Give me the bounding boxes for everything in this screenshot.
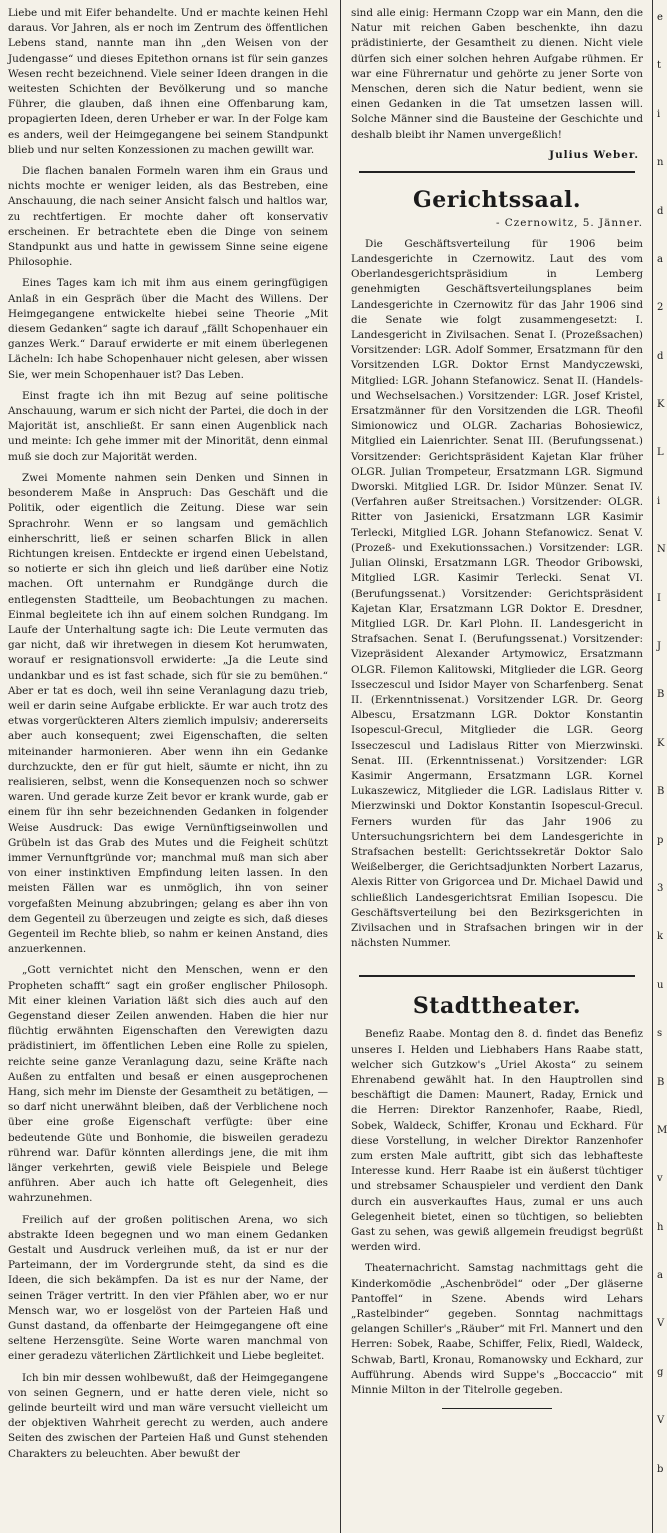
edge-letter: L xyxy=(657,447,664,459)
end-divider xyxy=(442,1408,552,1409)
article-paragraph: „Gott vernichtet nicht den Menschen, wenn er den Propheten schafft“ sagt ein großer englischer Philosoph. Mit einer kleinen Variation läßt sich dies auch auf den Gegenstand dieser Zeilen anwenden. Haben die hier nur flüchtig erwähnten Eigenschaften den Verewigten dazu prädistiniert, im öffentlichen Leben eine Rolle zu spielen, reichte seine ganze Veranlagung dazu, seine Kräfte nach Außen zu entfalten und besaß er einen ausgeprochenen Hang, sich mehr im Dienste der Gesamtheit zu betätigen, — so darf nicht unerwähnt bleiben, daß der Verblichene noch über eine große Eigenschaft verfügte: über eine bedeutende Güte und Bonhomie, die bisweilen geradezu rührend war. Dafür könnten allerdings jene, die mit ihm länger verkehrten, gewiß viele Beispiele und Belege anführen. Aber auch ich hatte oft Gelegenheit, dies wahrzunehmen. xyxy=(8,964,328,1205)
edge-letter: I xyxy=(657,592,661,604)
edge-letter: g xyxy=(657,1366,664,1378)
column-rule-right xyxy=(652,0,653,1533)
edge-letter: k xyxy=(657,931,664,943)
edge-letter: s xyxy=(657,1028,663,1040)
edge-letter: v xyxy=(657,1173,663,1185)
court-report-paragraph: Die Geschäftsverteilung für 1906 beim Landesgerichte in Czernowitz. Laut des vom Oberlandesgerichtspräsidium in Lemberg genehmigten Geschäftsverteilungsplanes beim Landesgerichte in Czernowitz für das Jahr 1906 sind die Senate wie folgt zusammengesetzt: I. Landesgericht in Zivilsachen. Senat I. (Prozeßsachen) Vorsitzender: LGR. Adolf Sommer, Ersatzmann für den Vorsitzenden LGR. Doktor Ernst Mandyczewski, Mitglied: LGR. Johann Stefanowicz. Senat II. (Handels- und Wechselsachen.) Vorsitzender: LGR. Josef Kristel, Ersatzmänner für den Vorsitzenden die LGR. Theofil Simionowicz und OLGR. Zacharias Bohosiewicz, Mitglied ein Laienrichter. Senat III. (Berufungssenat.) Vorsitzender: Gerichtspräsident Kajetan Klar früher OLGR. Julian Trompeteur, Ersatzmann LGR. Sigmund Dworski. Mitglied LGR. Dr. Isidor Münzer. Senat IV. (Verfahren außer Streitsachen.) Vorsitzender: OLGR. Ritter von Jasienicki, Ersatzmann LGR Kasimir Terlecki, Mitglied LGR. Johann Stefanowicz. Senat V. (Prozeß- und Exekutionssachen.) Vorsitzender: LGR. Julian Olinski, Ersatzmann LGR. Theodor Gribowski, Mitglied LGR. Kasimir Terlecki. Senat VI. (Berufungssenat.) Vorsitzender: Gerichtspräsident Kajetan Klar, Ersatzmann LGR Doktor E. Dresdner, Mitglied LGR. Dr. Karl Plohn. II. Landesgericht in Strafsachen. Senat I. (Berufungssenat.) Vorsitzender: Vizepräsident Alexander Artymowicz, Ersatzmann OLGR. Filemon Kalitowski, Mitglieder die LGR. Georg Isseczescul und Isidor Mayer von Scharfenberg. Senat II. (Erkenntnissenat.) Vorsitzender LGR. Dr. Georg Albescu, Ersatzmann LGR. Doktor Konstantin Isopescul-Grecul, Mitglieder die LGR. Georg Isseczescul und Ladislaus Ritter von Mierzwinski. Senat. III. (Erkenntnissenat.) Vorsitzender: LGR Kasimir Angermann, Ersatzmann LGR. Kornel Lukaszewicz, Mitglieder die LGR. Ladislaus Ritter v. Mierzwinski und Doktor Konstantin Isopescul-Grecul. Ferners wurden für das Jahr 1906 zu Untersuchungsrichtern bei dem Landesgerichte in Strafsachen bestellt: Gerichtssekretär Doktor Salo Weißelberger, die Gerichtsadjunkten Norbert Lazarus, Alexis Ritter von Grigorcea und Dr. Michael Dawid und schließlich Landesgerichtsrat Emilian Isopescu. Die Geschäftsverteilung bei den Bezirksgerichten in Zivilsachen und in Strafsachen bringen wir in der nächsten Nummer. xyxy=(351,237,643,950)
edge-letter: B xyxy=(657,1076,665,1088)
author-signature: Julius Weber. xyxy=(549,148,639,161)
theater-paragraph: Benefiz Raabe. Montag den 8. d. findet das Benefiz unseres I. Helden und Liebhabers Hans Raabe statt, welcher sich Gutzkow's „Uriel Akosta“ zu seinem Ehrenabend gewählt hat. In den Hauptrollen sind beschäftigt die Damen: Maunert, Raday, Ernick und die Herren: Direktor Ranzenhofer, Raabe, Riedl, Sobek, Waldeck, Schiffer, Kronau und Eckhard. Für diese Vorstellung, in welcher Direktor Ranzenhofer zum ersten Male auftritt, gibt sich das lebhafteste Interesse kund. Herr Raabe ist ein äußerst tüchtiger und strebsamer Schauspieler und verdient den Dank durch ein ausverkauftes Haus, zumal er uns auch Gelegenheit bietet, einen so tüchtigen, so beliebten Gast zu sehen, was gewiß allgemein freudigst begrüßt werden wird. xyxy=(351,1028,643,1254)
edge-letter: e xyxy=(657,12,663,23)
edge-letter: i xyxy=(657,108,661,120)
edge-letter: M xyxy=(657,1124,667,1136)
article-paragraph: Freilich auf der großen politischen Arena, wo sich abstrakte Ideen begegnen und wo man einem Gedanken Gestalt und Ausdruck verleihen muß, da ist er nur der Parteimann, der im Vordergrunde steht, da sind es die Ideen, die sich bekämpfen. Da ist es nur der Name, der seinen Träger vertritt. In den vier Pfählen aber, wo er nur Mensch war, wo er losgelöst von der Parteien Haß und Gunst dastand, da offenbarte der Heimgegangene oft eine seltene Herzensgüte. Seine Worte waren manchmal von einer geradezu väterlichen Zärtlichkeit und Liebe begleitet. xyxy=(8,1213,328,1363)
edge-letter: B xyxy=(657,689,665,701)
edge-letter: 3 xyxy=(657,882,664,894)
edge-letter: J xyxy=(657,641,662,653)
edge-letter: V xyxy=(657,1318,665,1330)
section-divider xyxy=(359,171,635,173)
edge-letter: t xyxy=(657,60,662,72)
edge-letter: B xyxy=(657,786,665,798)
edge-letter: 2 xyxy=(657,302,664,314)
edge-letter: n xyxy=(657,157,664,169)
edge-letter: d xyxy=(657,350,664,362)
dateline: - Czernowitz, 5. Jänner. xyxy=(495,216,643,229)
theater-paragraph: Theaternachricht. Samstag nachmittags geht die Kinderkomödie „Aschenbrödel“ oder „Der gläserne Pantoffel“ in Szene. Abends wird Lehars „Rastelbinder“ gegeben. Sonntag nachmittags gelangen Schiller's „Räuber“ mit Frl. Mannert und den Herren: Sobek, Raabe, Schiffer, Felix, Riedl, Waldeck, Schwab, Bartl, Kronau, Romanowsky und Eckhard, zur Aufführung. Abends wird Suppe's „Boccaccio“ mit Minnie Milton in der Titelrolle gegeben. xyxy=(351,1262,643,1397)
middle-column xyxy=(345,0,649,1533)
edge-letter: V xyxy=(657,1415,665,1427)
edge-letter: u xyxy=(657,979,664,991)
edge-letter: K xyxy=(657,737,665,749)
section-heading-theater: Stadttheater. xyxy=(412,993,582,1020)
edge-letter: d xyxy=(657,205,664,217)
article-paragraph: Zwei Momente nahmen sein Denken und Sinnen in besonderem Maße in Anspruch: Das Geschäft und die Politik, oder eigentlich die Zeitung. Diese war sein Sprachrohr. Wenn er so langsam und gemächlich einherschritt, ließ er seinen scharfen Blick in allen Richtungen kreisen. Entdeckte er irgend einen Uebelstand, so notierte er sich ihn gleich und ließ darüber eine Notiz machen. Oft unternahm er Rundgänge durch die entlegensten Stadtteile, um Beobachtungen zu machen. Einmal begleitete ich ihn auf einem solchen Rundgang. Im Laufe der Unterhaltung sagte ich: Die Leute vermuten das gar nicht, daß wir ihretwegen in diesem Kot herumwaten, worauf er resignationsvoll erwiderte: „Ja die Leute sind undankbar und es ist fast schade, sich für sie zu bemühen.“ Aber er tat es doch, weil ihn seine Veranlagung dazu trieb, weil er darin seine Aufgabe erblickte. Er war auch trotz des etwas vorgerückteren Alters ziemlich impulsiv; andererseits aber auch konsequent; zwei Eigenschaften, die selten miteinander harmonieren. Aber wenn ihn ein Gedanke durchzuckte, den er für gut hielt, säumte er nicht, ihn zu realisieren, selbst, wenn die Konsequenzen noch so schwer waren. Und gerade kurze Zeit bevor er krank wurde, gab er einem für ihn sehr bezeichnenden Gedanken in folgender Weise Ausdruck: Das ewige Vernünftigseinwollen und Grübeln ist das Grab des Mutes und die Feigheit schützt immer Vernunftgründe vor; manchmal muß man sich aber von einer instinktiven Empfindung leiten lassen. In den meisten Fällen war es unmöglich, ihn von seiner vorgefaßten Meinung abzubringen; gelang es aber ihn von dem Gegenteil zu überzeugen und zeigte es sich, daß dieses Gegenteil im Rechte blieb, so nahm er keinen Anstand, dies anzuerkennen. xyxy=(8,471,328,956)
edge-letter: K xyxy=(657,399,665,411)
edge-letter: a xyxy=(657,1270,663,1282)
right-edge-column xyxy=(656,0,666,1533)
edge-letter: h xyxy=(657,1221,664,1233)
column-rule-left xyxy=(340,0,341,1533)
section-heading-court: Gerichtssaal. xyxy=(412,186,582,213)
article-paragraph: sind alle einig: Hermann Czopp war ein Mann, den die Natur mit reichen Gaben beschenkte, ihn dazu prädistinierte, der Gesamtheit zu dienen. Nicht viele dürfen sich einer solchen hehren Aufgabe rühmen. Er war eine Führernatur und gehörte zu jener Sorte von Menschen, deren sich die Natur bedient, wenn sie einen Gedanken in die Tat umsetzen lassen will. Solche Männer sind die Bausteine der Geschichte und deshalb bleibt ihr Namen unvergeßlich! xyxy=(351,7,643,141)
section-divider xyxy=(359,975,635,977)
edge-letter: a xyxy=(657,253,663,265)
edge-letter: i xyxy=(657,495,661,507)
article-paragraph: Die flachen banalen Formeln waren ihm ein Graus und nichts mochte er weniger leiden, als das Bestreben, eine Anschauung, die nach seiner Ansicht falsch und haltlos war, zu rechtfertigen. Er mochte daher oft konservativ erscheinen. Er betrachtete eben die Dinge von seinem Standpunkt aus und hatte in gewissem Sinne seine eigene Philosophie. xyxy=(8,165,328,269)
edge-letter: b xyxy=(657,1463,664,1475)
edge-letter: N xyxy=(657,544,666,556)
article-paragraph: Eines Tages kam ich mit ihm aus einem geringfügigen Anlaß in ein Gespräch über die Macht des Willens. Der Heimgegangene entwickelte hiebei seine Theorie „Mit diesem Gedanken“ sagte ich darauf „fällt Schopenhauer ein ganzes Werk.“ Darauf erwiderte er mit einem überlegenen Lächeln: Ich habe Schopenhauer nicht gelesen, aber wissen Sie, wer mein Schopenhauer ist? Das Leben. xyxy=(8,277,328,381)
article-paragraph: Ich bin mir dessen wohlbewußt, daß der Heimgegangene von seinen Gegnern, und er hatte deren viele, nicht so gelinde beurteilt wird und man wäre versucht vielleicht um der objektiven Wahrheit gerecht zu werden, auch andere Seiten des zwischen der Parteien Haß und Gunst stehenden Charakters zu beleuchten. Aber bewußt der xyxy=(8,1371,328,1460)
article-paragraph: Liebe und mit Eifer behandelte. Und er machte keinen Hehl daraus. Vor Jahren, als er noch im Zentrum des öffentlichen Lebens stand, nannte man ihn „den Weisen von der Judengasse“ und dieses Epitethon ornans ist für sein ganzes Wesen recht bezeichnend. Viele seiner Ideen drangen in die weitesten Schichten der Bevölkerung und so manche Führer, die glauben, daß ihnen eine Offenbarung kam, propagierten Ideen, deren Urheber er war. In der Folge kam es anders, weil der Heimgegangene bei seinem Standpunkt blieb und nur selten Konzessionen zu machen gewillt war. xyxy=(8,7,328,156)
edge-letter: p xyxy=(657,834,664,846)
article-paragraph: Einst fragte ich ihn mit Bezug auf seine politische Anschauung, warum er sich nicht der Partei, die doch in der Majorität ist, anschließt. Er sann einen Augenblick nach und meinte: Ich gehe immer mit der Minorität, denn einmal muß sie doch zur Majorität werden. xyxy=(8,389,328,463)
